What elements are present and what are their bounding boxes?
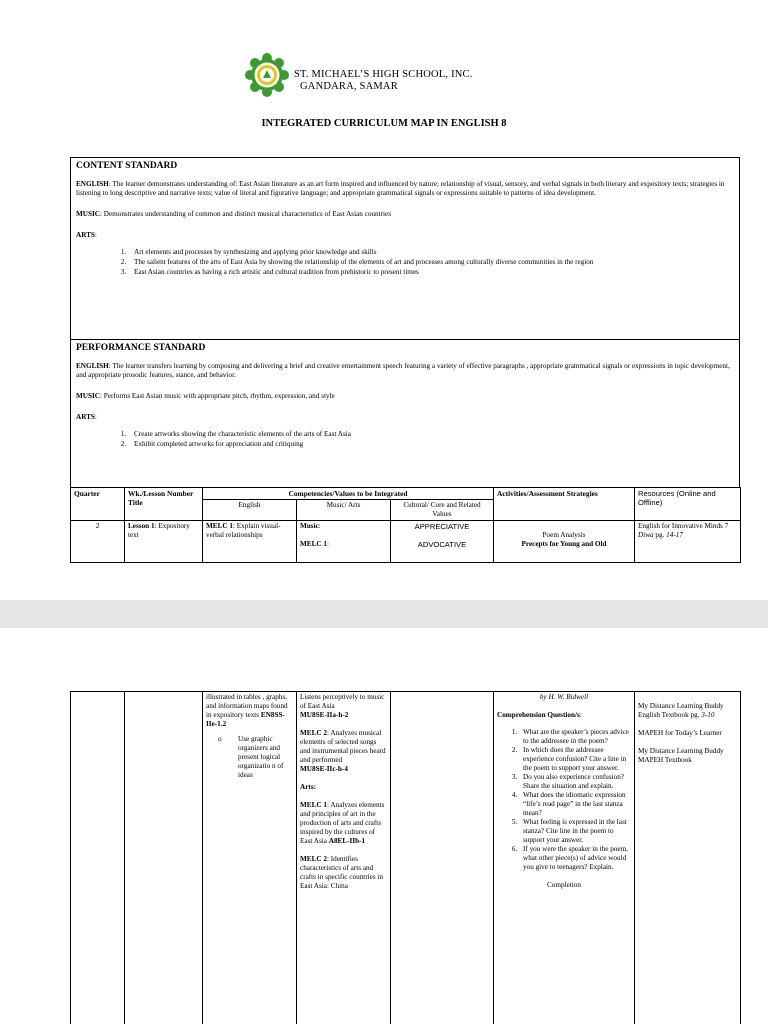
list-item: 2. Exhibit completed artworks for appreciation and critiquing [128,440,734,449]
list-item: 4. What does the idiomatic expression “life’s read page” in the last stanza mean? [519,791,631,818]
cell-music-arts [297,692,391,1024]
cell-resources [635,521,741,563]
table-row [71,521,741,563]
english-text: : The learner demonstrates understanding of: East Asian literature as an art form inspired and influenced by nature; relationship of visual, sensory, and verbal signals in both literary and expository texts; strategies in listening to long descriptive and narrative texts; value of literal and figurative language; and appropriate grammatical signals or expressions suitable to patterns of idea development. [76,180,725,197]
resource-text: English for Innovative Minds 7 [638,522,729,530]
header-cultural: Cultural/ Core and Related Values [391,500,494,521]
header-music-arts: Music/ Arts [297,500,391,521]
document-title: INTEGRATED CURRICULUM MAP IN ENGLISH 8 [261,118,507,129]
music-text: Listens perceptively to music of East Asia [300,693,385,710]
lesson-label: Lesson 1 [128,522,155,530]
melc-label: MELC 2 [300,729,327,737]
value-appreciative: APPRECIATIVE [414,522,470,531]
cell-english [203,692,297,1024]
table-row [71,692,741,1024]
music-label: Music [300,522,319,530]
cell-activities [494,692,635,1024]
activity-poem-title: Precepts for Young and Old [521,540,607,548]
page-2-sheet [0,628,768,1024]
list-item: 5. What feeling is expressed in the last stanza? Cite line in the poem to support your answer. [519,818,631,845]
melc-text: : Explain visual-verbal relationships [206,522,281,539]
header-activities: Activities/Assessment Strategies [494,488,635,521]
cell-music-arts [297,521,391,563]
english-sublist [218,735,293,780]
music-code: MU8SE-IIc-h-4 [300,765,348,773]
activity-poem-analysis: Poem Analysis [542,531,586,539]
content-standard-box [70,157,740,340]
curriculum-map-table-continued [70,691,741,1024]
music-text: : Demonstrates understanding of common and distinct musical characteristics of East Asian countries [99,210,391,218]
perf-english [76,362,734,380]
performance-standard-box [70,339,740,488]
music-text: : Performs East Asian music with appropriate pitch, rhythm, expression, and style [99,392,335,400]
content-arts-list [128,248,734,277]
melc-label: MELC 1 [300,801,327,809]
comprehension-label: Comprehension Question/s [497,711,580,719]
header-english: English [203,500,297,521]
school-name: ST. MICHAEL’S HIGH SCHOOL, INC. [294,69,473,80]
list-item: 1. What are the speaker’s pieces advice to the addressee in the poem? [519,728,631,746]
arts-melc-2 [300,855,387,891]
cell-activities [494,521,635,563]
table-header-row [71,488,741,500]
header-quarter: Quarter [71,488,125,521]
english-label: ENGLISH [76,180,109,188]
arts-melc-1 [300,801,387,846]
melc-text: : Analyzes musical elements of selected songs and instrumental pieces heard and performed [300,729,386,764]
colon: : [579,711,582,719]
arts-label: ARTS [76,413,95,421]
melc-text: : Identifies characteristics of arts and crafts in specific countries in East Asia: China [300,855,384,890]
arts-label: Arts [300,783,314,791]
school-location: GANDARA, SAMAR [300,81,398,92]
completion-label: Completion [547,881,581,889]
header-competencies: Competencies/Values to be Integrated [203,488,494,500]
perf-arts: ARTS: [76,413,97,421]
melc-label: MELC 1 [206,522,233,530]
resource-pages-label: pg. [653,531,667,539]
poem-author: by H. W. Bidwell [539,693,589,701]
english-label: ENGLISH [76,362,109,370]
music-label: MUSIC [76,210,100,218]
content-standard-heading: CONTENT STANDARD [76,161,178,171]
list-item: 2. In which does the addressee experience confusion? Cite a line in the poem to support your answer. [519,746,631,773]
cell-cultural [391,521,494,563]
melc-text: : Analyzes elements and principles of art in the production of arts and crafts inspired by the cultures of East Asia [300,801,385,845]
cell-quarter [71,692,125,1024]
page-2 [0,600,768,1024]
school-seal-logo [244,52,290,98]
list-item: 1. Create artworks showing the characteristic elements of the arts of East Asia [128,430,734,439]
music-code: MU8SE-IIa-h-2 [300,711,349,719]
music-melc-2 [300,729,387,765]
header-wk-lesson: Wk./Lesson Number Title [125,488,203,521]
cell-resources [635,692,741,1024]
melc-label: MELC 2 [300,855,327,863]
arts-code: A8EL-IIb-1 [328,837,366,845]
colon: : [318,522,321,530]
cell-lesson [125,521,203,563]
english-code: EN8SS-IIe-1.2 [206,711,285,728]
cell-cultural [391,692,494,1024]
list-item: 1. Art elements and processes by synthesizing and applying prior knowledge and skills [128,248,734,257]
music-label: MUSIC [76,392,100,400]
value-advocative: ADVOCATIVE [417,540,467,549]
content-arts: ARTS: [76,231,97,239]
curriculum-map-table [70,487,741,563]
list-item: 2. The salient features of the arts of East Asia by showing the relationship of the elements of art and processes among culturally diverse communities in the region [128,258,734,267]
list-item: 3. Do you also experience confusion? Share the situation and explain. [519,773,631,791]
cell-english [203,521,297,563]
lesson-title: : Expository text [128,522,190,539]
perf-arts-list [128,430,734,449]
content-music [76,210,734,219]
header-resources: Resources (Online and Offline) [635,488,741,521]
resource-pages: 3-10 [701,711,715,719]
list-item: o Use graphic organizers and present logical organizatio n of ideas [218,735,293,780]
english-text: illustrated in tables , graphs, and information maps found in expository texts [206,693,288,719]
colon: : [313,783,316,791]
arts-label: ARTS [76,231,95,239]
school-header [294,69,473,93]
list-item: 6. If you were the speaker in the poem, what other piece(s) of advice would you give to teenagers? Explain. [519,845,631,872]
resource-publisher: Diwa [638,531,654,539]
arts-heading [300,783,387,792]
melc-label: MELC 1 [300,540,327,548]
performance-standard-heading: PERFORMANCE STANDARD [76,343,206,353]
content-english [76,180,734,198]
comprehension-heading [497,711,631,720]
resource-2: MAPEH for Today’s Learner [638,729,722,737]
cell-lesson [125,692,203,1024]
resource-3: My Distance Learning Buddy MAPEH Textbook [638,747,724,764]
resource-1 [638,702,737,720]
cell-quarter: 2 [71,521,125,563]
list-item: 3. East Asian countries as having a rich artistic and cultural tradition from prehistoric to present times [128,268,734,277]
resource-text: My Distance Learning Buddy English Textbook pg. [638,702,724,719]
perf-music [76,392,734,401]
colon: : [326,540,329,548]
resource-pages: 14-17 [666,531,683,539]
english-text: : The learner transfers learning by composing and delivering a brief and creative entertainment speech featuring a variety of effective paragraphs , appropriate grammatical signals or expressions in topic development, and appropriate prosodic features, stance, and behavior. [76,362,730,379]
question-list [519,728,631,872]
